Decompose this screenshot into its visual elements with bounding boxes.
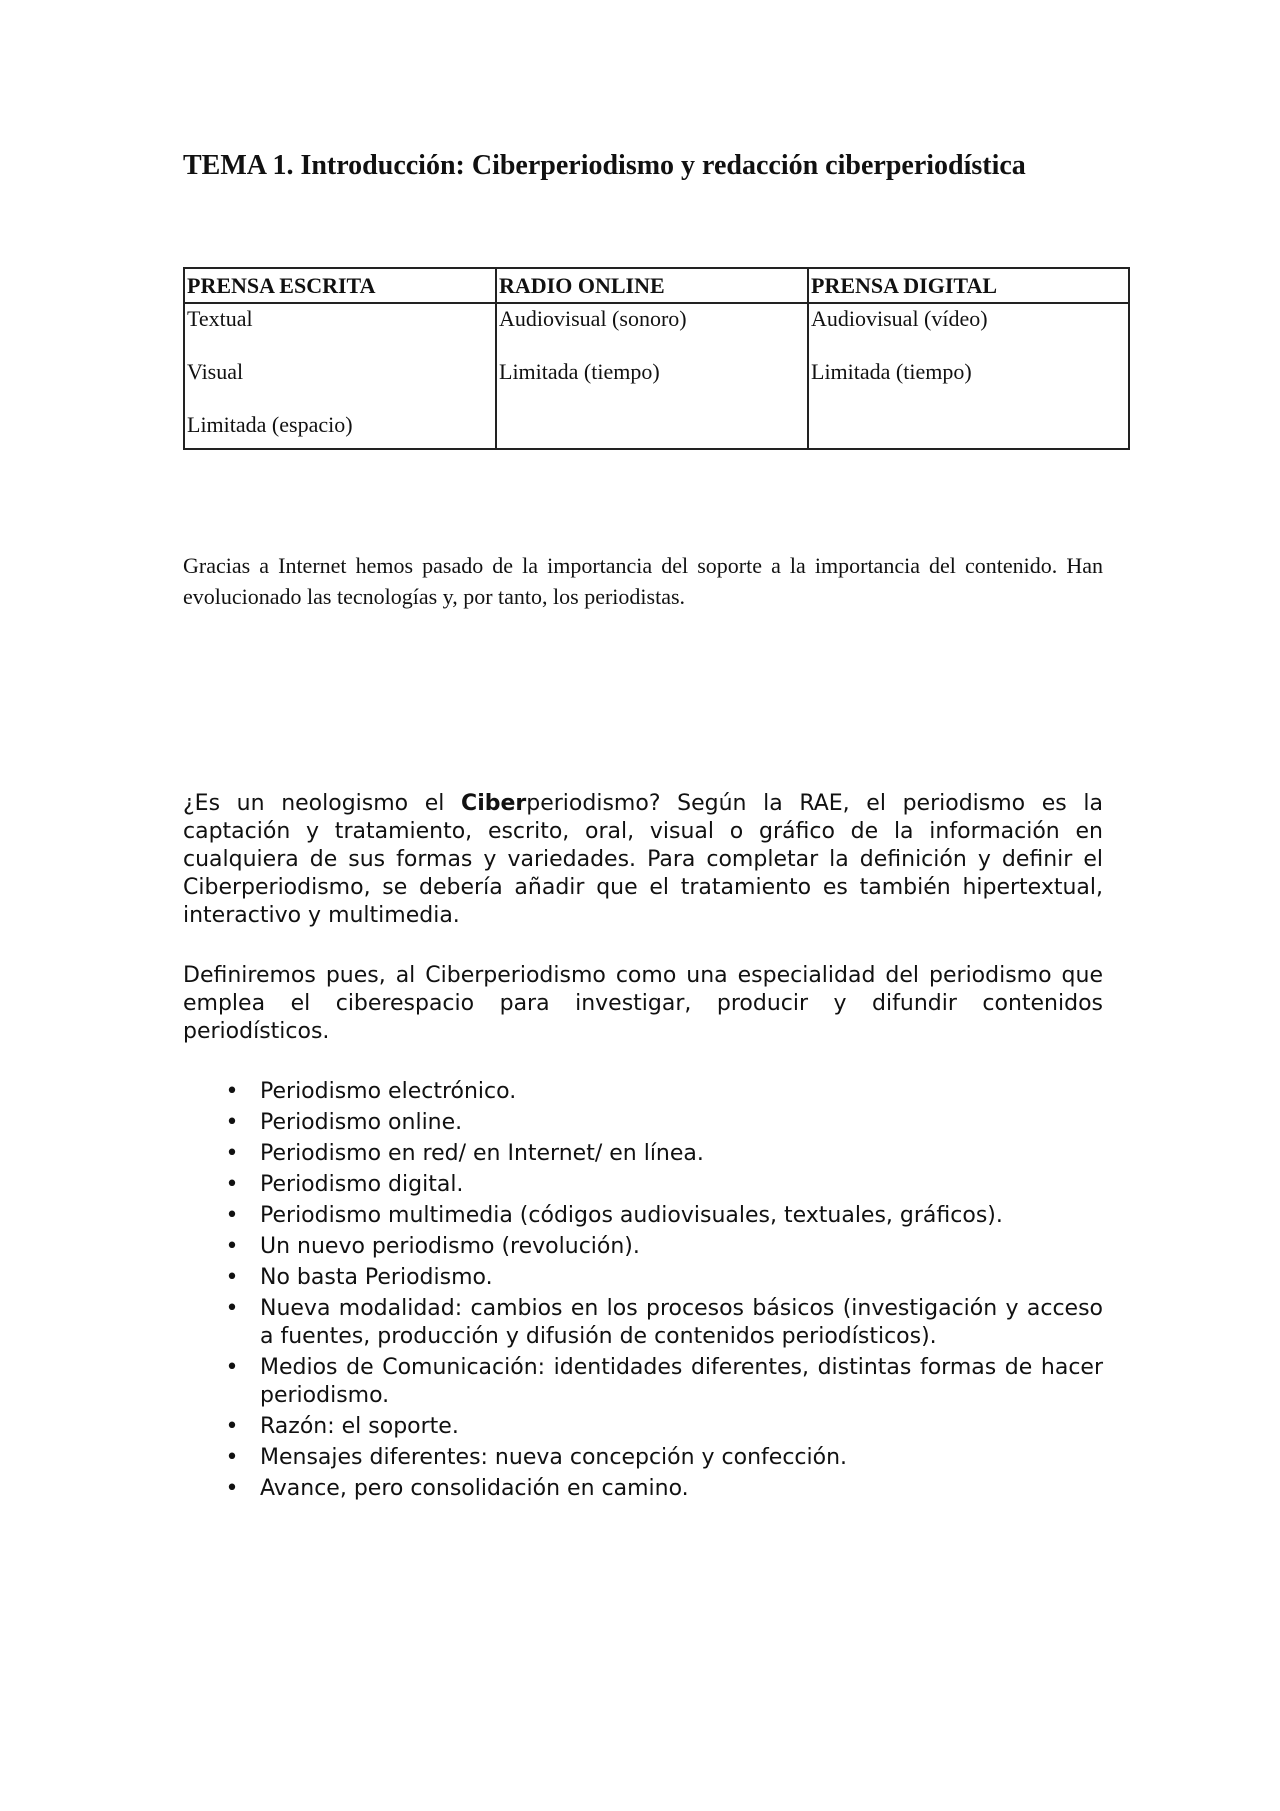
intro-paragraph: Gracias a Internet hemos pasado de la importancia del soporte a la importancia del contenido. Han evolucionado las tecnologías y, por tanto, los periodistas. [183, 553, 1103, 609]
list-item-text: Razón: el soporte. [260, 1414, 459, 1439]
list-item [183, 1078, 1103, 1106]
list-item [183, 1140, 1103, 1168]
table-header-row [184, 268, 1129, 303]
list-item [183, 1295, 1103, 1351]
table-header-cell: PRENSA ESCRITA [184, 268, 496, 303]
list-item [183, 1233, 1103, 1261]
paragraph-text: ¿Es un neologismo el [183, 791, 462, 816]
list-item [183, 1354, 1103, 1410]
bullet-icon: • [225, 1355, 239, 1380]
table-cell-line: Audiovisual (vídeo) [811, 306, 988, 331]
bullet-icon: • [225, 1476, 239, 1501]
table-cell-line: Textual [187, 306, 253, 331]
list-item-text: Nueva modalidad: cambios en los procesos básicos (investigación y acceso a fuentes, producción y difusión de contenidos periodísticos). [260, 1296, 1103, 1349]
table-cell-line: Audiovisual (sonoro) [499, 306, 687, 331]
bullet-icon: • [225, 1203, 239, 1228]
list-item-text: Un nuevo periodismo (revolución). [260, 1234, 640, 1259]
list-item [183, 1475, 1103, 1503]
table-cell-prensa-escrita [184, 303, 496, 449]
list-item-text: Periodismo multimedia (códigos audiovisuales, textuales, gráficos). [260, 1203, 1003, 1228]
media-comparison-table [183, 267, 1130, 450]
bullet-icon: • [225, 1079, 239, 1104]
list-item-text: Periodismo en red/ en Internet/ en línea. [260, 1141, 704, 1166]
bullet-list [183, 1078, 1103, 1506]
list-item-text: Mensajes diferentes: nueva concepción y confección. [260, 1445, 848, 1470]
list-item-text: Periodismo digital. [260, 1172, 464, 1197]
list-item-text: No basta Periodismo. [260, 1265, 493, 1290]
bullet-icon: • [225, 1265, 239, 1290]
bullet-icon: • [225, 1414, 239, 1439]
bullet-icon: • [225, 1234, 239, 1259]
table-cell-line: Limitada (espacio) [187, 412, 353, 437]
list-item [183, 1171, 1103, 1199]
page-title: TEMA 1. Introducción: Ciberperiodismo y redacción ciberperiodística [183, 150, 1026, 181]
list-item [183, 1444, 1103, 1472]
list-item [183, 1413, 1103, 1441]
bullet-icon: • [225, 1172, 239, 1197]
table-cell-line: Limitada (tiempo) [811, 359, 972, 384]
table-cell-prensa-digital [808, 303, 1129, 449]
table-cell-line: Limitada (tiempo) [499, 359, 660, 384]
table-cell-line: Visual [187, 359, 244, 384]
bullet-icon: • [225, 1141, 239, 1166]
table-row [184, 303, 1129, 449]
list-item-text: Periodismo online. [260, 1110, 463, 1135]
bullet-icon: • [225, 1445, 239, 1470]
list-item-text: Avance, pero consolidación en camino. [260, 1476, 689, 1501]
list-item-text: Medios de Comunicación: identidades diferentes, distintas formas de hacer periodismo. [260, 1355, 1103, 1408]
paragraph-text: periodismo? Según la RAE, el periodismo es la captación y tratamiento, escrito, oral, visual o gráfico de la información en cualquiera de sus formas y variedades. Para completar la definición y definir el Ciberperiodismo, se debería añadir que el tratamiento es también hipertextual, interactivo y multimedia. [183, 791, 1103, 928]
table-header-cell: PRENSA DIGITAL [808, 268, 1129, 303]
list-item [183, 1264, 1103, 1292]
bullet-icon: • [225, 1110, 239, 1135]
definition-paragraph: Definiremos pues, al Ciberperiodismo como una especialidad del periodismo que emplea el ciberespacio para investigar, producir y difundir contenidos periodísticos. [183, 963, 1103, 1044]
list-item [183, 1202, 1103, 1230]
list-item [183, 1109, 1103, 1137]
neologism-paragraph [183, 790, 1103, 930]
table-cell-radio-online [496, 303, 808, 449]
list-item-text: Periodismo electrónico. [260, 1079, 517, 1104]
bold-term: Ciber [461, 791, 527, 816]
table-header-cell: RADIO ONLINE [496, 268, 808, 303]
bullet-icon: • [225, 1296, 239, 1321]
